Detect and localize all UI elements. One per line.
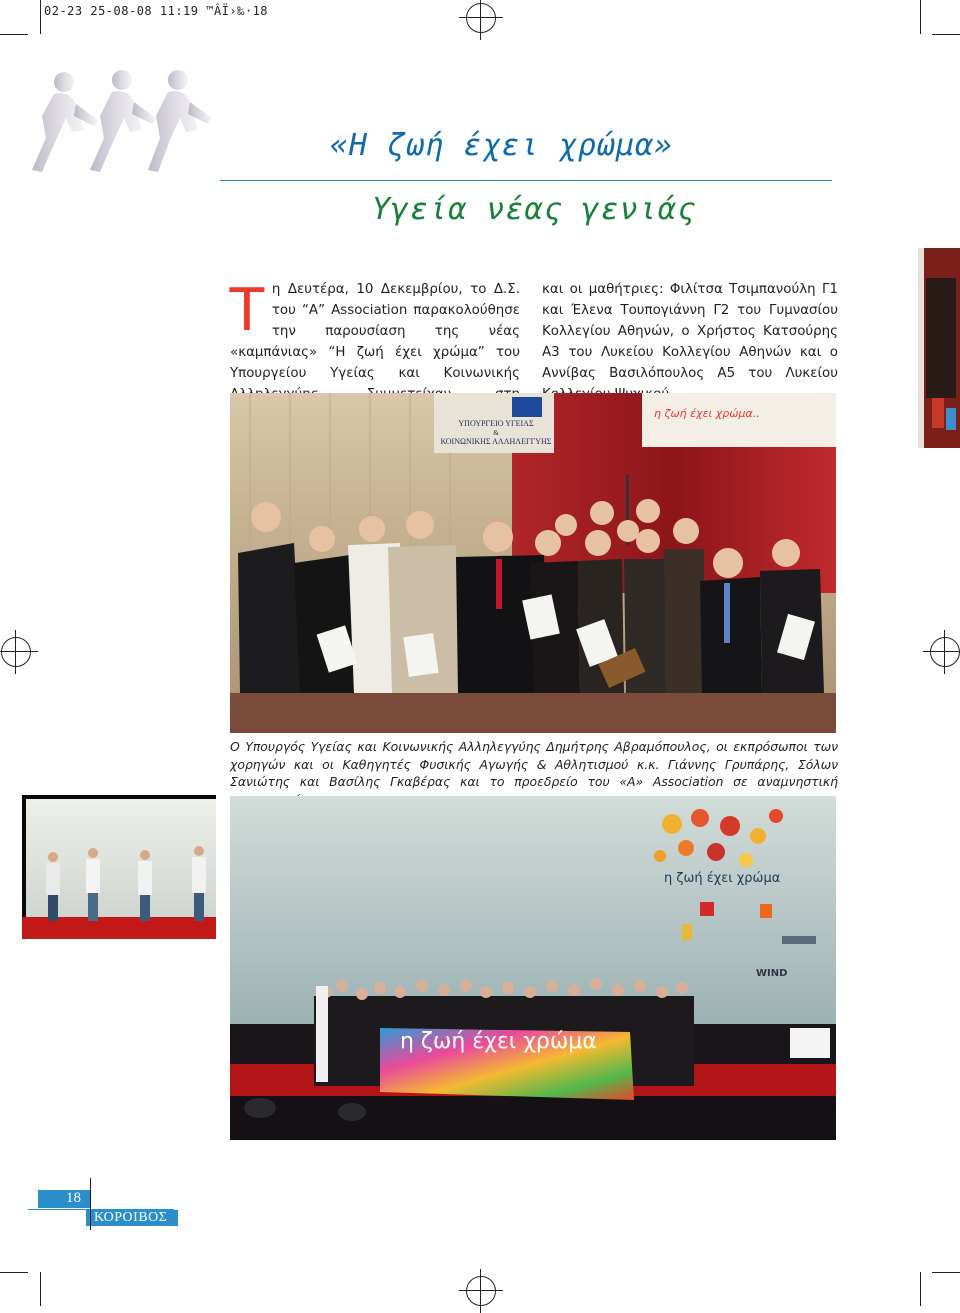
folio-divider xyxy=(90,1178,91,1230)
ministry-sign-line2: & xyxy=(493,429,499,437)
page-number: 18 xyxy=(66,1190,81,1206)
stage-photo-small xyxy=(22,795,216,939)
sponsor-wind-logo: WIND xyxy=(756,968,788,979)
crop-mark xyxy=(0,34,28,35)
crop-mark xyxy=(920,1272,921,1306)
runners-illustration xyxy=(24,60,224,190)
crop-mark xyxy=(932,34,960,35)
article-subtitle: Υγεία νέας γενιάς xyxy=(372,192,697,227)
crop-mark xyxy=(40,1272,41,1306)
crop-mark xyxy=(0,1272,28,1273)
registration-mark-right xyxy=(930,637,960,667)
stage-photo-large xyxy=(230,796,836,1140)
stage-screen-text: η ζωή έχει χρώμα xyxy=(664,871,781,886)
article-column-2: και οι μαθήτριες: Φιλίτσα Τσιμπανούλη Γ1 και Έλενα Τουπογιάννη Γ2 του Γυμνασίου Κολλεγίου Αθηνών, ο Χρήστος Κατσούρης Α3 του Λυκείου Κολλεγίου Αθηνών και ο Αννίβας Βασιλόπουλος Α5 του Λυκείου xyxy=(542,282,838,381)
registration-mark-bottom xyxy=(466,1276,496,1306)
print-slug: 02-23 25-08-08 11:19 ™ÂÏ›‰·18 xyxy=(44,4,269,18)
crop-mark xyxy=(932,1272,960,1273)
folio-number-block xyxy=(38,1190,90,1208)
title-divider xyxy=(220,180,832,181)
article-title: «Η ζωή έχει χρώμα» xyxy=(330,128,674,163)
registration-mark-top xyxy=(466,3,496,33)
magazine-name: ΚΟΡΟΙΒΟΣ xyxy=(94,1210,168,1225)
ministry-sign-line1: ΥΠΟΥΡΓΕΙΟ ΥΓΕΙΑΣ xyxy=(458,419,534,428)
group-photo xyxy=(230,393,836,733)
side-photo-strip xyxy=(918,248,960,448)
photo-caption: Ο Υπουργός Υγείας και Κοινωνικής Αλληλεγγύης Δημήτρης Αβραμόπουλος, οι εκπρόσωποι των χορηγών και οι Καθηγητές Φυσικής Αγωγής & Αθλητισμού κ.κ. Γιάννης Γρυπάρης, Σόλων Σανιώτης και Βασίλης Γκαβέρας και το προεδρείο του «Α» Association σε αναμνηστική xyxy=(230,739,838,789)
drop-cap: Τ xyxy=(228,275,266,344)
screen-campaign-text: η ζωή έχει χρώμα.. xyxy=(654,407,760,420)
ministry-sign-line3: ΚΟΙΝΩΝΙΚΗΣ ΑΛΛΗΛΕΓΓΥΗΣ xyxy=(440,437,552,446)
registration-mark-left xyxy=(1,637,31,667)
crop-mark xyxy=(40,0,41,34)
article-column-1-text: η Δευτέρα, 10 Δεκεμβρίου, το Δ.Σ. του “Α” Association παρακολούθησε την παρουσίαση της νέας «καμπάνιας» “Η ζωή έχει χρώμα” του Υπουργείου Υγείας και Κοινωνικής xyxy=(230,282,520,381)
banner-text: η ζωή έχει χρώμα xyxy=(400,1029,597,1054)
crop-mark xyxy=(920,0,921,34)
